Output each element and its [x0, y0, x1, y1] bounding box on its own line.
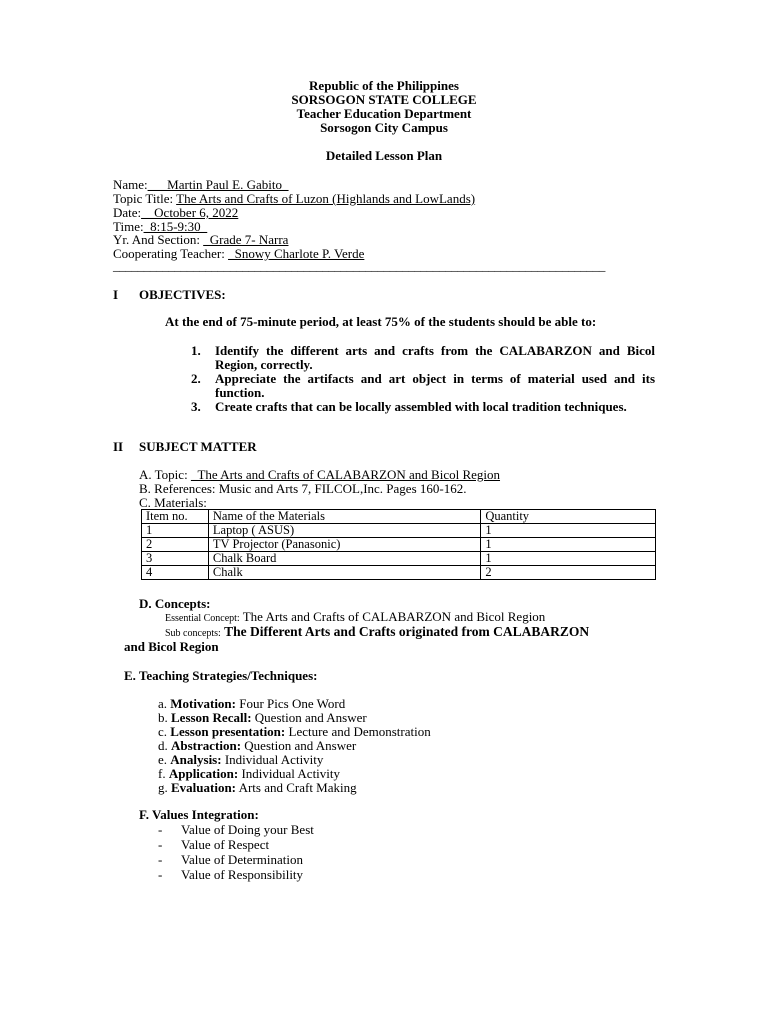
- table-cell: 1: [142, 524, 209, 538]
- strategy-value: Question and Answer: [244, 738, 357, 753]
- values-item-text: Value of Determination: [181, 852, 304, 867]
- strategy-value: Individual Activity: [224, 752, 324, 767]
- header-college: SORSOGON STATE COLLEGE: [291, 92, 477, 107]
- table-cell: 3: [142, 552, 209, 566]
- essential-concept-label: Essential Concept:: [165, 613, 240, 624]
- strategy-letter: b.: [158, 710, 168, 725]
- strategy-letter: e.: [158, 752, 168, 767]
- strategy-letter: d.: [158, 738, 168, 753]
- objective-number: 2.: [191, 371, 201, 386]
- date-value: __October 6, 2022: [141, 205, 239, 220]
- table-cell: 1: [481, 538, 656, 552]
- sub-concepts-value-cont: and Bicol Region: [124, 639, 219, 654]
- objective-text: Create crafts that can be locally assembled with local tradition techniques.: [215, 399, 627, 414]
- document-title: Detailed Lesson Plan: [325, 148, 443, 163]
- topic-label: Topic Title:: [113, 191, 174, 206]
- strategy-label: Abstraction:: [171, 738, 242, 753]
- subject-heading: SUBJECT MATTER: [139, 439, 257, 454]
- strategy-label: Application:: [168, 766, 239, 781]
- strategy-letter: c.: [158, 724, 168, 739]
- table-header-cell: Name of the Materials: [208, 510, 480, 524]
- sub-concepts-line: [165, 624, 589, 640]
- subject-numeral: II: [113, 439, 124, 454]
- table-row: [142, 538, 656, 552]
- table-cell: 1: [481, 552, 656, 566]
- values-item-text: Value of Respect: [181, 837, 270, 852]
- table-header-cell: Item no.: [142, 510, 209, 524]
- section-value: _Grade 7- Narra: [203, 232, 289, 247]
- strategy-letter: a.: [158, 696, 168, 711]
- table-row: [142, 524, 656, 538]
- strategy-value: Individual Activity: [241, 766, 341, 781]
- sub-concepts-label: Sub concepts:: [165, 628, 221, 639]
- separator-line: ________________________________________________________________________________: [113, 258, 606, 273]
- subject-references: B. References: Music and Arts 7, FILCOL,Inc. Pages 160-162.: [139, 481, 467, 496]
- table-cell: TV Projector (Panasonic): [208, 538, 480, 552]
- header-republic: Republic of the Philippines: [309, 78, 459, 93]
- values-item: [158, 867, 303, 883]
- objective-number: 3.: [191, 399, 201, 414]
- strategy-label: Motivation:: [170, 696, 236, 711]
- values-item: [158, 837, 269, 853]
- bullet-dash: -: [158, 852, 163, 867]
- teacher-label: Cooperating Teacher:: [113, 246, 225, 261]
- table-cell: 1: [481, 524, 656, 538]
- objective-text-cont: function.: [215, 385, 265, 400]
- strategy-label: Evaluation:: [171, 780, 237, 795]
- strategy-letter: f.: [158, 766, 166, 781]
- objective-text: Identify the different arts and crafts from the CALABARZON and Bicol: [215, 343, 655, 358]
- objectives-heading: OBJECTIVES:: [139, 287, 226, 302]
- strategy-value: Lecture and Demonstration: [288, 724, 431, 739]
- table-cell: Laptop ( ASUS): [208, 524, 480, 538]
- table-row: [142, 552, 656, 566]
- values-item-text: Value of Doing your Best: [181, 822, 314, 837]
- strategies-heading: E. Teaching Strategies/Techniques:: [124, 668, 318, 683]
- objective-text: Appreciate the artifacts and art object in terms of material used and its: [215, 371, 655, 386]
- strategy-label: Analysis:: [170, 752, 222, 767]
- strategy-letter: g.: [158, 780, 168, 795]
- values-item-text: Value of Responsibility: [181, 867, 304, 882]
- subject-materials-label: C. Materials:: [139, 495, 207, 510]
- bullet-dash: -: [158, 837, 163, 852]
- date-label: Date:: [113, 205, 142, 220]
- values-heading: F. Values Integration:: [139, 807, 259, 822]
- objective-number: 1.: [191, 343, 201, 358]
- table-cell: 4: [142, 566, 209, 580]
- strategy-value: Arts and Craft Making: [238, 780, 357, 795]
- section-label: Yr. And Section:: [113, 232, 201, 247]
- table-cell: Chalk Board: [208, 552, 480, 566]
- header-department: Teacher Education Department: [296, 106, 472, 121]
- table-cell: Chalk: [208, 566, 480, 580]
- strategy-label: Lesson presentation:: [170, 724, 286, 739]
- topic-value: The Arts and Crafts of Luzon (Highlands and LowLands): [176, 191, 476, 206]
- table-header-cell: Quantity: [481, 510, 656, 524]
- time-value: _8:15-9:30_: [143, 219, 208, 234]
- name-value: ___Martin Paul E. Gabito_: [147, 177, 289, 192]
- strategy-value: Four Pics One Word: [239, 696, 346, 711]
- bullet-dash: -: [158, 867, 163, 882]
- essential-concept-value: The Arts and Crafts of CALABARZON and Bicol Region: [242, 609, 546, 624]
- table-cell: 2: [142, 538, 209, 552]
- objective-text-cont: Region, correctly.: [215, 357, 313, 372]
- name-label: Name:: [113, 177, 148, 192]
- essential-concept-line: [165, 609, 545, 625]
- strategy-item: [158, 780, 357, 796]
- table-cell: 2: [481, 566, 656, 580]
- objectives-numeral: I: [113, 287, 119, 302]
- time-label: Time:: [113, 219, 144, 234]
- table-header-row: [142, 510, 656, 524]
- strategy-value: Question and Answer: [254, 710, 367, 725]
- objectives-intro: At the end of 75-minute period, at least 75% of the students should be able to:: [165, 314, 597, 329]
- concepts-heading: D. Concepts:: [139, 596, 211, 611]
- table-row: [142, 566, 656, 580]
- values-item: [158, 822, 314, 838]
- subject-topic-value: _The Arts and Crafts of CALABARZON and Bicol Region: [190, 467, 501, 482]
- values-item: [158, 852, 303, 868]
- sub-concepts-value: The Different Arts and Crafts originated from CALABARZON: [224, 624, 590, 639]
- materials-table: [141, 509, 656, 580]
- strategy-label: Lesson Recall:: [171, 710, 252, 725]
- bullet-dash: -: [158, 822, 163, 837]
- header-campus: Sorsogon City Campus: [320, 120, 448, 135]
- subject-topic-label: A. Topic:: [139, 467, 191, 482]
- teacher-value: _Snowy Charlote P. Verde: [228, 246, 365, 261]
